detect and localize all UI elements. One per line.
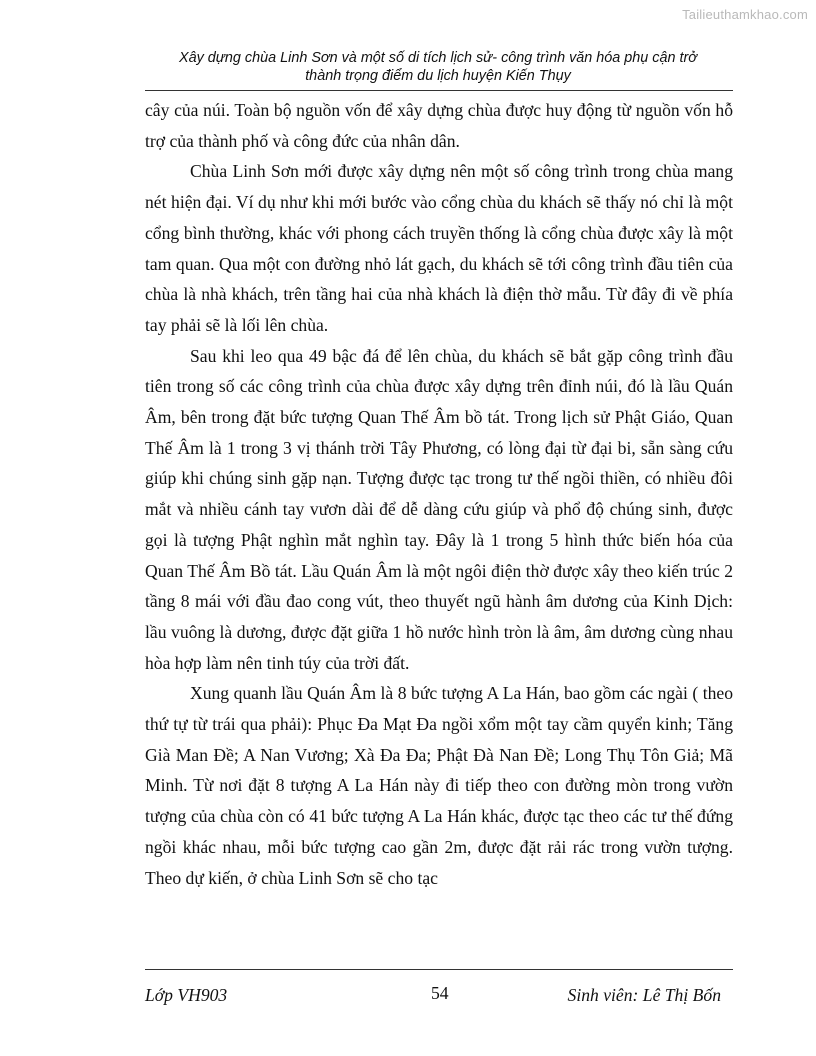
paragraph-4: Xung quanh lầu Quán Âm là 8 bức tượng A La Hán, bao gồm các ngài ( theo thứ tự từ trái qua phải): Phục Đa Mạt Đa ngồi xổm một tay cầm quyển kinh; Tăng Già Man Đề; A Nan Vương; Xà Đa Đa; Phật Đà Nan Đề; Long Thụ Tôn Giả; Mã Minh. Từ nơi đặt 8 tượng A La Hán này đi tiếp theo con đường mòn trong vườn tượng của chùa còn có 41 bức tượng A La Hán khác, được tạc theo các tư thế đứng ngồi khác nhau, mỗi bức tượng cao gần 2m, được đặt rải rác trong vườn tượng. Theo dự kiến, ở chùa Linh Sơn sẽ cho tạc xyxy=(145,683,733,888)
footer-student-label: Sinh viên: Lê Thị Bốn xyxy=(567,985,721,1005)
body-text xyxy=(145,95,733,893)
paragraph-1: cây của núi. Toàn bộ nguồn vốn để xây dựng chùa được huy động từ nguồn vốn hỗ trợ của thành phố và công đức của nhân dân. xyxy=(145,100,733,151)
footer-class-label: Lớp VH903 xyxy=(145,985,228,1005)
paragraph-3: Sau khi leo qua 49 bậc đá để lên chùa, du khách sẽ bắt gặp công trình đầu tiên trong số các công trình của chùa được xây dựng trên đỉnh núi, đó là lầu Quán Âm, bên trong đặt bức tượng Quan Thế Âm bồ tát. Trong lịch sử Phật Giáo, Quan Thế Âm là 1 trong 3 vị thánh trời Tây Phương, có lòng đại từ đại bi, sẵn sàng cứu giúp khi chúng sinh gặp nạn. Tượng được tạc trong tư thế ngồi thiền, có nhiều đôi mắt và nhiều cánh tay vươn dài để dễ dàng cứu giúp và phổ độ chúng sinh, được gọi là tượng Phật nghìn mắt nghìn tay. Đây là 1 trong 5 hình thức biến hóa của Quan Thế Âm Bồ tát. Lầu Quán Âm là một ngôi điện thờ được xây theo kiến trúc 2 tầng 8 mái với đầu đao cong vút, theo thuyết ngũ hành âm dương của Kinh Dịch: lầu vuông là dương, được đặt giữa 1 hồ nước hình tròn là âm, âm dương cùng nhau hòa hợp làm nên tinh túy của trời đất. xyxy=(145,345,733,673)
running-header xyxy=(138,49,738,85)
page-footer xyxy=(145,985,733,1011)
running-header-line-2: thành trọng điểm du lịch huyện Kiến Thụy xyxy=(305,68,571,84)
footer-divider xyxy=(145,969,733,970)
header-divider xyxy=(145,90,733,91)
page-number: 54 xyxy=(431,983,449,1003)
watermark: Tailieuthamkhao.com xyxy=(682,7,808,22)
paragraph-2: Chùa Linh Sơn mới được xây dựng nên một số công trình trong chùa mang nét hiện đại. Ví dụ như khi mới bước vào cổng chùa du khách sẽ thấy nó chỉ là một cổng bình thường, khác với phong cách truyền thống là cổng chùa được xây là một tam quan. Qua một con đường nhỏ lát gạch, du khách sẽ tới công trình đầu tiên của chùa là nhà khách, trên tầng hai của nhà khách là điện thờ mẫu. Từ đây đi về phía tay phải sẽ là lối lên chùa. xyxy=(145,161,733,335)
running-header-line-1: Xây dựng chùa Linh Sơn và một số di tích lịch sử- công trình văn hóa phụ cận trở xyxy=(178,50,697,66)
